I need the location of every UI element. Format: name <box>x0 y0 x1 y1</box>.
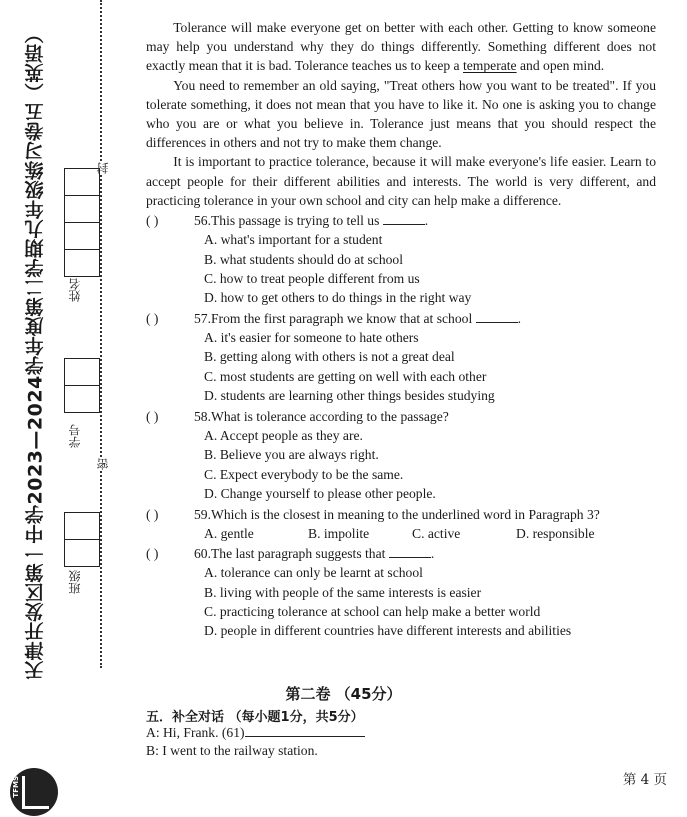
underlined-word: temperate <box>463 58 517 74</box>
option-d: D. how to get others to do things in the right way <box>204 290 472 306</box>
question-59 <box>146 505 656 543</box>
student-id-label: 学号 <box>68 424 82 448</box>
page-number: 第 4 页 <box>622 772 667 788</box>
answer-blank <box>389 545 431 558</box>
option-b: B. what students should do at school <box>204 251 403 267</box>
passage-paragraph-2: You need to remember an old saying, "Treat others how you want to be treated". If you tolerate something, it does not mean that you have to like it. No one is asking you to change who you are or what you believe in. Tolerance just means that you should respect the differences in others and not try to make them change. <box>146 77 656 151</box>
option-d: D. people in different countries have different interests and abilities <box>204 623 572 639</box>
question-stem: 59.Which is the closest in meaning to the underlined word in Paragraph 3? <box>194 506 600 522</box>
option-c: C. Expect everybody to be the same. <box>204 466 404 482</box>
option-c: C. most students are getting on well with each other <box>204 368 487 384</box>
question-58 <box>146 407 656 504</box>
answer-blank <box>476 310 518 323</box>
option-d: D. students are learning other things besides studying <box>204 388 495 404</box>
question-57: ( ) 57.From the first paragraph we know that at school . A. it's easier for someone to hate others B. getting along with others is not a great deal C. most students are getting on well with each other D. students are learning other things besides studying <box>146 309 656 406</box>
answer-paren[interactable]: ( ) <box>146 408 159 424</box>
class-boxes[interactable] <box>64 512 100 567</box>
answer-paren[interactable]: ( ) <box>146 506 159 522</box>
option-b: B. Believe you are always right. <box>204 447 379 463</box>
option-d: D. responsible <box>516 525 595 541</box>
exam-title: 天津开发区第一中学2023—2024学年度第二学期九年级练习卷五（英语） <box>24 24 47 680</box>
class-label: 班级 <box>68 570 82 594</box>
name-boxes[interactable] <box>64 168 100 277</box>
answer-paren[interactable]: ( ) <box>146 545 159 561</box>
section-2-title: 第二卷 （45分） <box>285 685 402 703</box>
question-stem: 58.What is tolerance according to the passage? <box>194 408 449 424</box>
option-b: B. getting along with others is not a great deal <box>204 349 455 365</box>
option-a: A. what's important for a student <box>204 232 383 248</box>
binding-dotted-line <box>100 0 102 668</box>
option-a: A. gentle <box>204 525 254 541</box>
dialog-line-b: B: I went to the railway station. <box>146 743 318 758</box>
answer-paren[interactable]: ( ) <box>146 310 159 326</box>
option-c: C. active <box>412 525 461 541</box>
student-id-boxes[interactable] <box>64 358 100 413</box>
seal-word-feng: 封 <box>96 162 110 174</box>
passage-paragraph-3: It is important to practice tolerance, because it will make everyone's life easier. Learn to accept people for their different abilities and interests. The world is very different, and practicing tolerance in your own school and city can help make a difference. <box>146 154 656 208</box>
reading-content <box>146 18 656 641</box>
option-d: D. Change yourself to please other people. <box>204 486 436 502</box>
option-b: B. impolite <box>308 525 370 541</box>
passage-paragraph-1: Tolerance will make everyone get on better with each other. Getting to know someone may help you understand why they do things differently. Something different does not exactly mean that it is bad. Tolerance teaches us to keep a temperate and open mind. <box>146 20 656 74</box>
answer-paren[interactable]: ( ) <box>146 213 159 229</box>
seal-word-mi: 密 <box>96 458 110 470</box>
option-b: B. living with people of the same interests is easier <box>204 584 482 600</box>
option-a: A. it's easier for someone to hate others <box>204 330 419 346</box>
dialog-line-a: A: Hi, Frank. (61) <box>146 724 365 741</box>
question-stem: 56.This passage is trying to tell us <box>194 213 380 229</box>
school-logo-icon: TFMS <box>10 768 58 816</box>
option-a: A. Accept people as they are. <box>204 427 363 443</box>
question-stem: 57.From the first paragraph we know that at school <box>194 310 473 326</box>
question-stem: 60.The last paragraph suggests that <box>194 545 386 561</box>
question-56: ( ) 56.This passage is trying to tell us . A. what's important for a student B. what students should do at school C. how to treat people different from us D. how to get others to do things in the right way <box>146 211 656 308</box>
name-label: 姓名 <box>68 278 82 302</box>
part-5-title: 五．补全对话 （每小题1分，共5分） <box>146 710 364 725</box>
option-c: C. how to treat people different from us <box>204 271 420 287</box>
answer-blank-61[interactable] <box>245 724 365 737</box>
option-c: C. practicing tolerance at school can help make a better world <box>204 603 541 619</box>
option-a: A. tolerance can only be learnt at school <box>204 565 423 581</box>
answer-blank <box>383 212 425 225</box>
question-60: ( ) 60.The last paragraph suggests that . A. tolerance can only be learnt at school B. living with people of the same interests is easier C. practicing tolerance at school can help make a better world D. people in different countries have different interests and abilities <box>146 544 656 641</box>
